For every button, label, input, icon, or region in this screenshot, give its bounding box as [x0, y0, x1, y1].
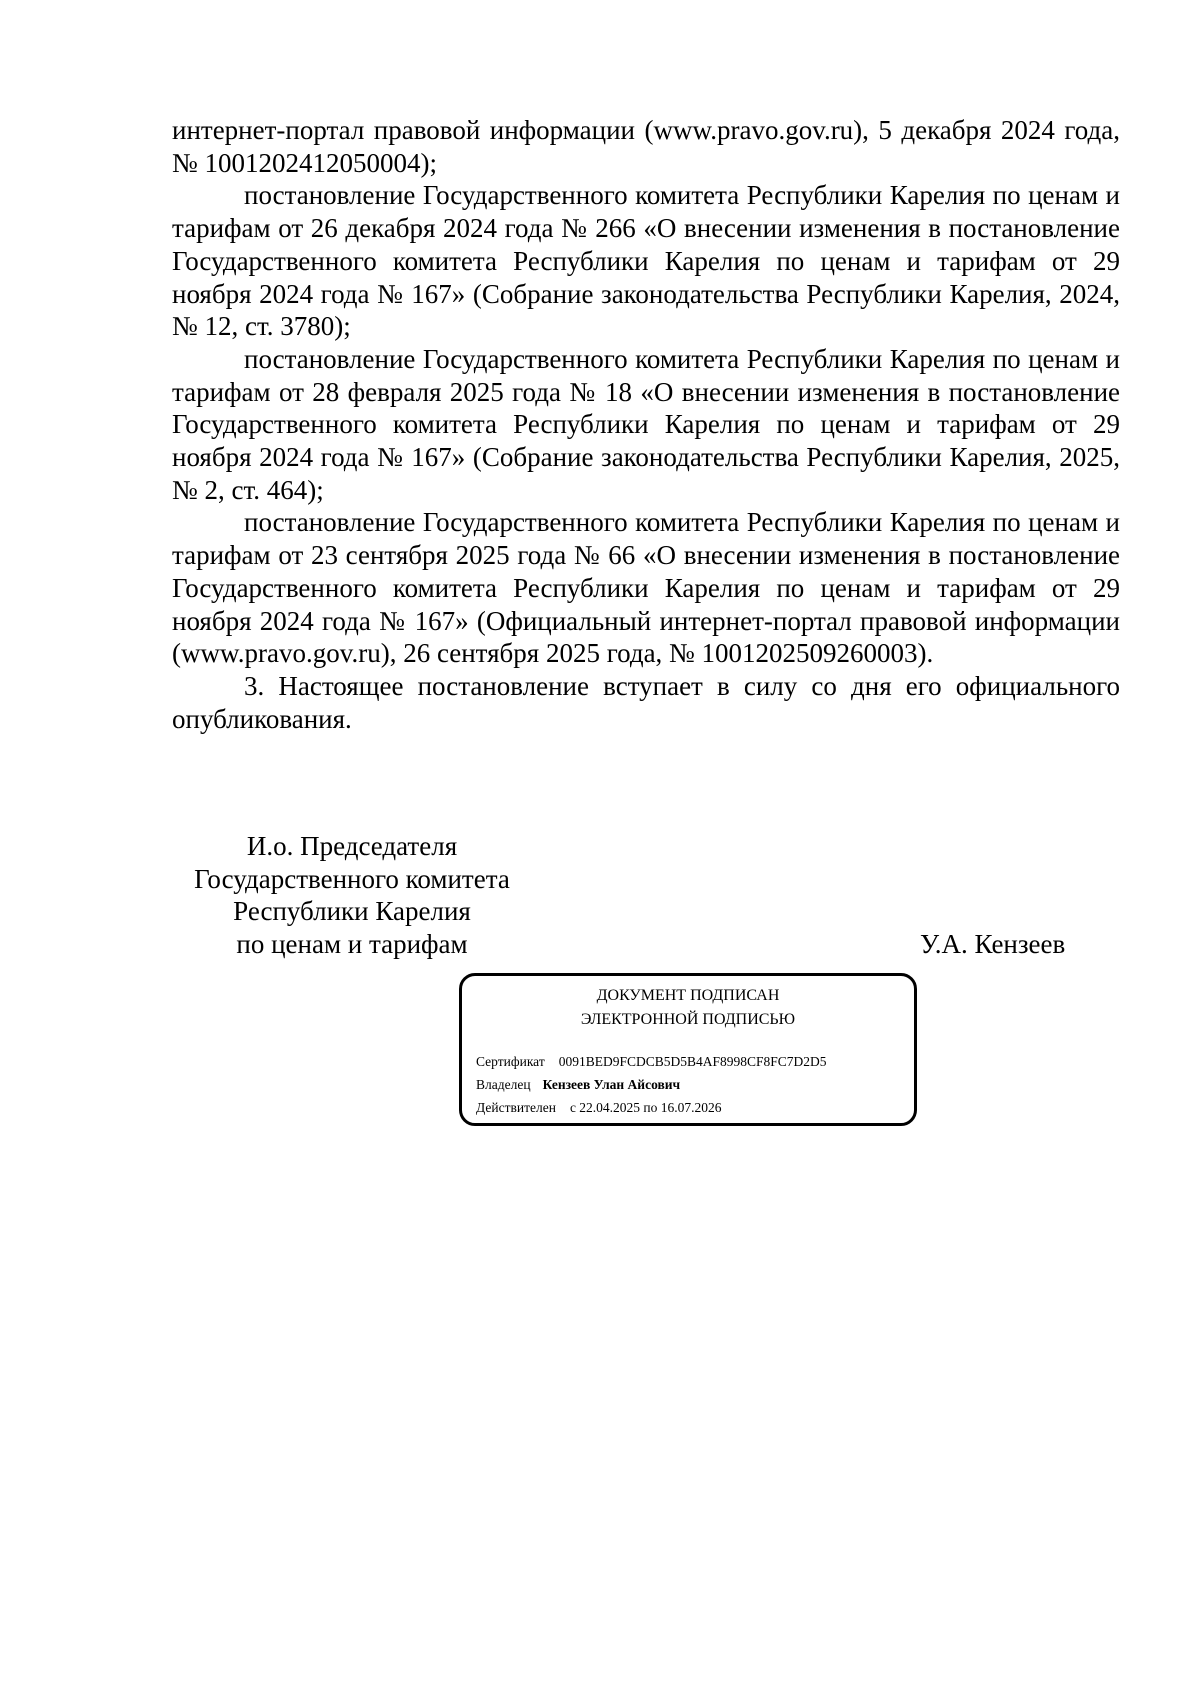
- signatory-position-line: Республики Карелия: [233, 896, 471, 927]
- paragraph-1: интернет-портал правовой информации (www.pravo.gov.ru), 5 декабря 2024 года, № 1001202412050004);: [172, 115, 1120, 178]
- signatory-position-line: И.о. Председателя: [246, 831, 458, 861]
- validity-value: с 22.04.2025 по 16.07.2026: [569, 1100, 722, 1115]
- validity-label: Действителен: [476, 1100, 556, 1115]
- stamp-title-line: ДОКУМЕНТ ПОДПИСАН: [596, 987, 780, 1004]
- certificate-value: 0091BED9FCDCB5D5B4AF8998CF8FC7D2D5: [558, 1054, 827, 1069]
- electronic-signature-stamp: [459, 973, 917, 1126]
- certificate-label: Сертификат: [476, 1054, 545, 1069]
- signatory-position-line: Государственного комитета: [194, 863, 510, 894]
- paragraph-4: постановление Государственного комитета Республики Карелия по ценам и тарифам от 23 сентября 2025 года № 66 «О внесении изменения в постановление Государственного комитета Республики Карелия по ценам и тарифам от 29 ноября 2024 года № 167» (Официальный интернет-портал правовой информации (www.pravo.gov.ru), 26 сентября 2025 года, № 1001202509260003).: [172, 507, 1120, 669]
- stamp-validity-row: [476, 1099, 722, 1117]
- paragraph-5: 3. Настоящее постановление вступает в силу со дня его официального опубликования.: [172, 670, 1120, 734]
- stamp-owner-row: [476, 1076, 680, 1094]
- stamp-certificate-row: [476, 1053, 827, 1071]
- paragraph-3: постановление Государственного комитета Республики Карелия по ценам и тарифам от 28 февраля 2025 года № 18 «О внесении изменения в постановление Государственного комитета Республики Карелия по ценам и тарифам от 29 ноября 2024 года № 167» (Собрание законодательства Республики Карелия, 2025, № 2, ст. 464);: [172, 343, 1120, 505]
- signatory-position: [172, 830, 532, 961]
- signatory-name: У.А. Кензеев: [920, 929, 1066, 959]
- owner-label: Владелец: [476, 1077, 531, 1092]
- stamp-title: [462, 984, 914, 1032]
- document-body: [172, 114, 1120, 735]
- owner-value: Кензеев Улан Айсович: [542, 1077, 681, 1092]
- signatory-position-line: по ценам и тарифам: [236, 929, 468, 960]
- stamp-title-line: ЭЛЕКТРОННОЙ ПОДПИСЬЮ: [580, 1011, 796, 1028]
- paragraph-2: постановление Государственного комитета Республики Карелия по ценам и тарифам от 26 декабря 2024 года № 266 «О внесении изменения в постановление Государственного комитета Республики Карелия по ценам и тарифам от 29 ноября 2024 года № 167» (Собрание законодательства Республики Карелия, 2024, № 12, ст. 3780);: [172, 180, 1120, 342]
